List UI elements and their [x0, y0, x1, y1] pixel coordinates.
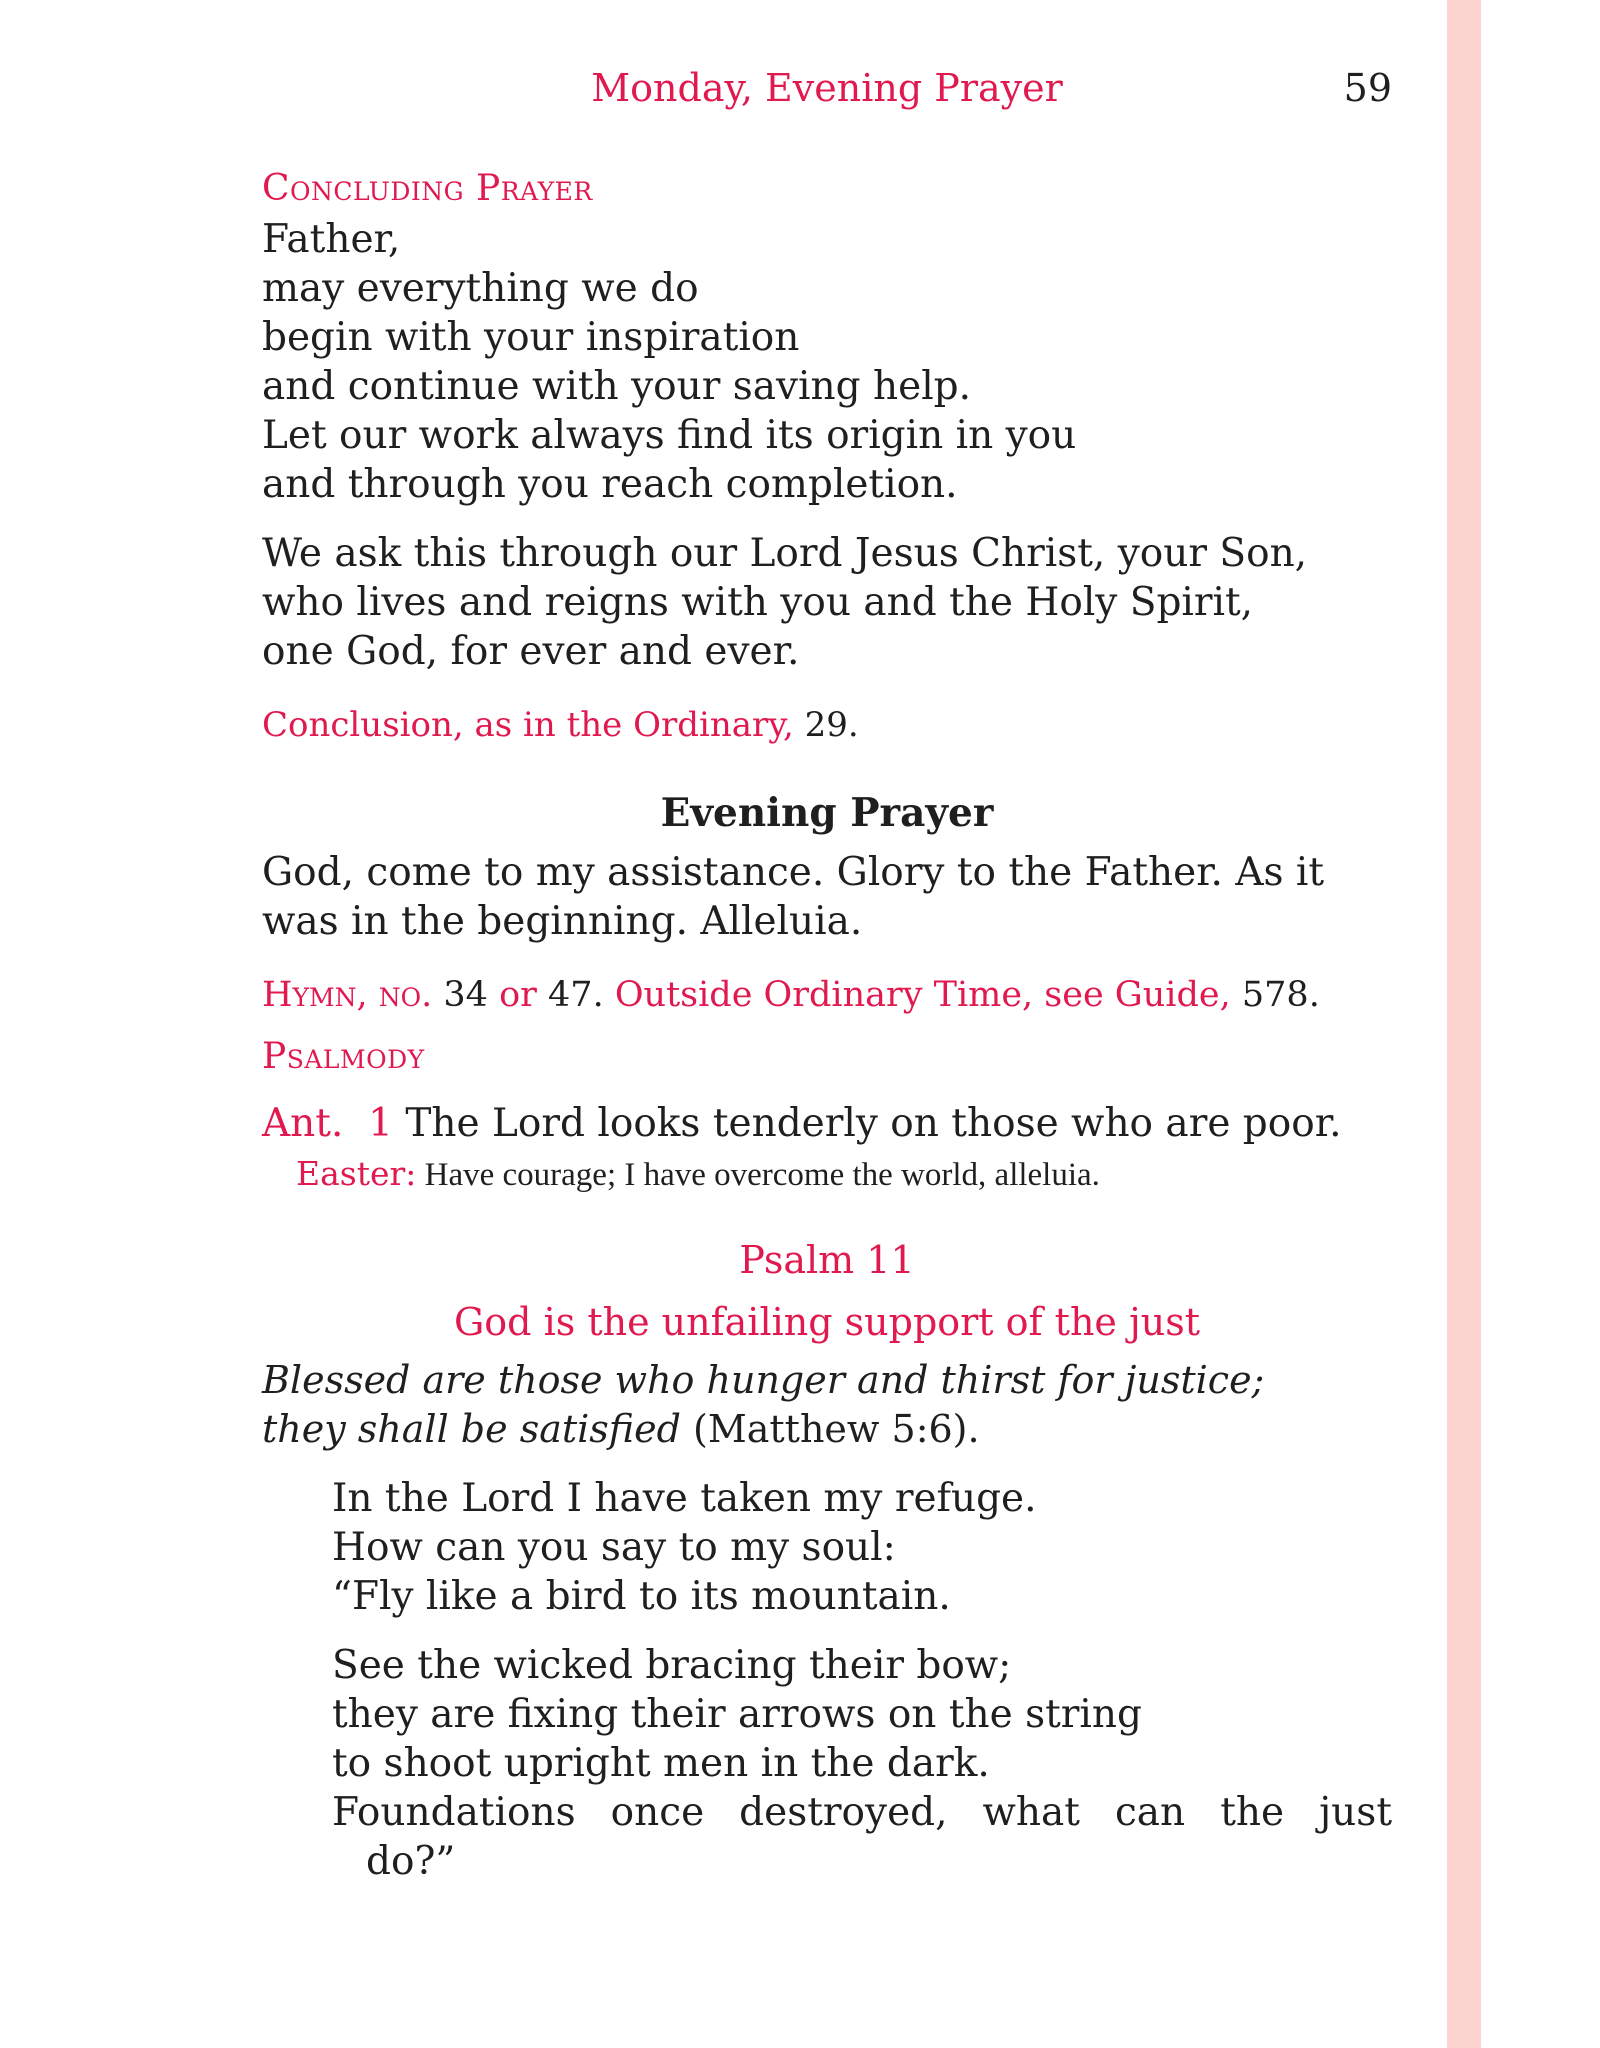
easter-text: Have courage; I have overcome the world, alleluia. [424, 1157, 1100, 1193]
easter-antiphon [296, 1154, 1392, 1194]
antiphon-label: Ant. 1 [262, 1101, 393, 1146]
verse-line: “Fly like a bird to its mountain. [332, 1574, 951, 1619]
verse-line: How can you say to my soul: [332, 1525, 896, 1570]
prayer-line: and through you reach completion. [262, 462, 958, 507]
hymn-or: or [499, 975, 537, 1015]
intro-line: was in the beginning. Alleluia. [262, 899, 863, 944]
evening-prayer-intro [262, 848, 1392, 946]
closing-line: We ask this through our Lord Jesus Christ, your Son, [262, 531, 1308, 576]
verse-line: See the wicked bracing their bow; [332, 1643, 1012, 1688]
verse-line: Foundations once destroyed, what can the just [332, 1790, 1392, 1835]
concluding-prayer-heading: Concluding Prayer [262, 168, 593, 209]
psalm-stanza-1 [332, 1474, 1392, 1621]
epigraph-line-1: Blessed are those who hunger and thirst for justice; [262, 1358, 1265, 1402]
outside-ordinary-rubric: Outside Ordinary Time, see Guide, [614, 975, 1231, 1015]
page-number: 59 [1343, 66, 1392, 110]
conclusion-rubric-text: Conclusion, as in the Ordinary, [262, 705, 794, 745]
easter-label: Easter: [296, 1154, 417, 1193]
epigraph-line-2: they shall be satisfied [262, 1407, 681, 1451]
prayer-line: Father, [262, 217, 401, 262]
prayer-line: and continue with your saving help. [262, 364, 972, 409]
verse-line: In the Lord I have taken my refuge. [332, 1476, 1037, 1521]
epigraph-reference: (Matthew 5:6). [680, 1407, 980, 1451]
verse-line: they are fixing their arrows on the string [332, 1692, 1142, 1737]
conclusion-rubric [262, 702, 1392, 748]
intro-line: God, come to my assistance. Glory to the Father. As it [262, 850, 1325, 895]
running-header [262, 60, 1392, 120]
prayer-line: begin with your inspiration [262, 315, 800, 360]
hymn-rubric [262, 972, 1392, 1018]
psalm-epigraph [262, 1356, 1392, 1454]
psalm-subtitle: God is the unfailing support of the just [453, 1300, 1201, 1344]
page-edge-strip [1447, 0, 1481, 2048]
closing-line: one God, for ever and ever. [262, 629, 800, 674]
antiphon-text: The Lord looks tenderly on those who are poor. [405, 1101, 1342, 1146]
running-title: Monday, Evening Prayer [591, 66, 1063, 110]
guide-page-ref: 578. [1241, 975, 1320, 1015]
concluding-prayer-text [262, 215, 1392, 509]
prayer-closing [262, 529, 1392, 676]
book-page [262, 60, 1392, 1886]
evening-prayer-heading: Evening Prayer [660, 790, 994, 836]
psalmody-heading: Psalmody [262, 1036, 425, 1077]
antiphon-1 [262, 1101, 1392, 1146]
psalm-stanza-2 [332, 1641, 1392, 1886]
hymn-number-2: 47. [548, 975, 604, 1015]
prayer-line: may everything we do [262, 266, 699, 311]
psalm-title: Psalm 11 [739, 1238, 915, 1282]
verse-line: to shoot upright men in the dark. [332, 1741, 990, 1786]
conclusion-page-ref: 29. [804, 705, 859, 745]
hymn-label: Hymn, no. [262, 975, 433, 1015]
hymn-number-1: 34 [443, 975, 488, 1015]
closing-line: who lives and reigns with you and the Holy Spirit, [262, 580, 1254, 625]
verse-line-continuation: do?” [366, 1839, 456, 1884]
prayer-line: Let our work always find its origin in you [262, 413, 1077, 458]
